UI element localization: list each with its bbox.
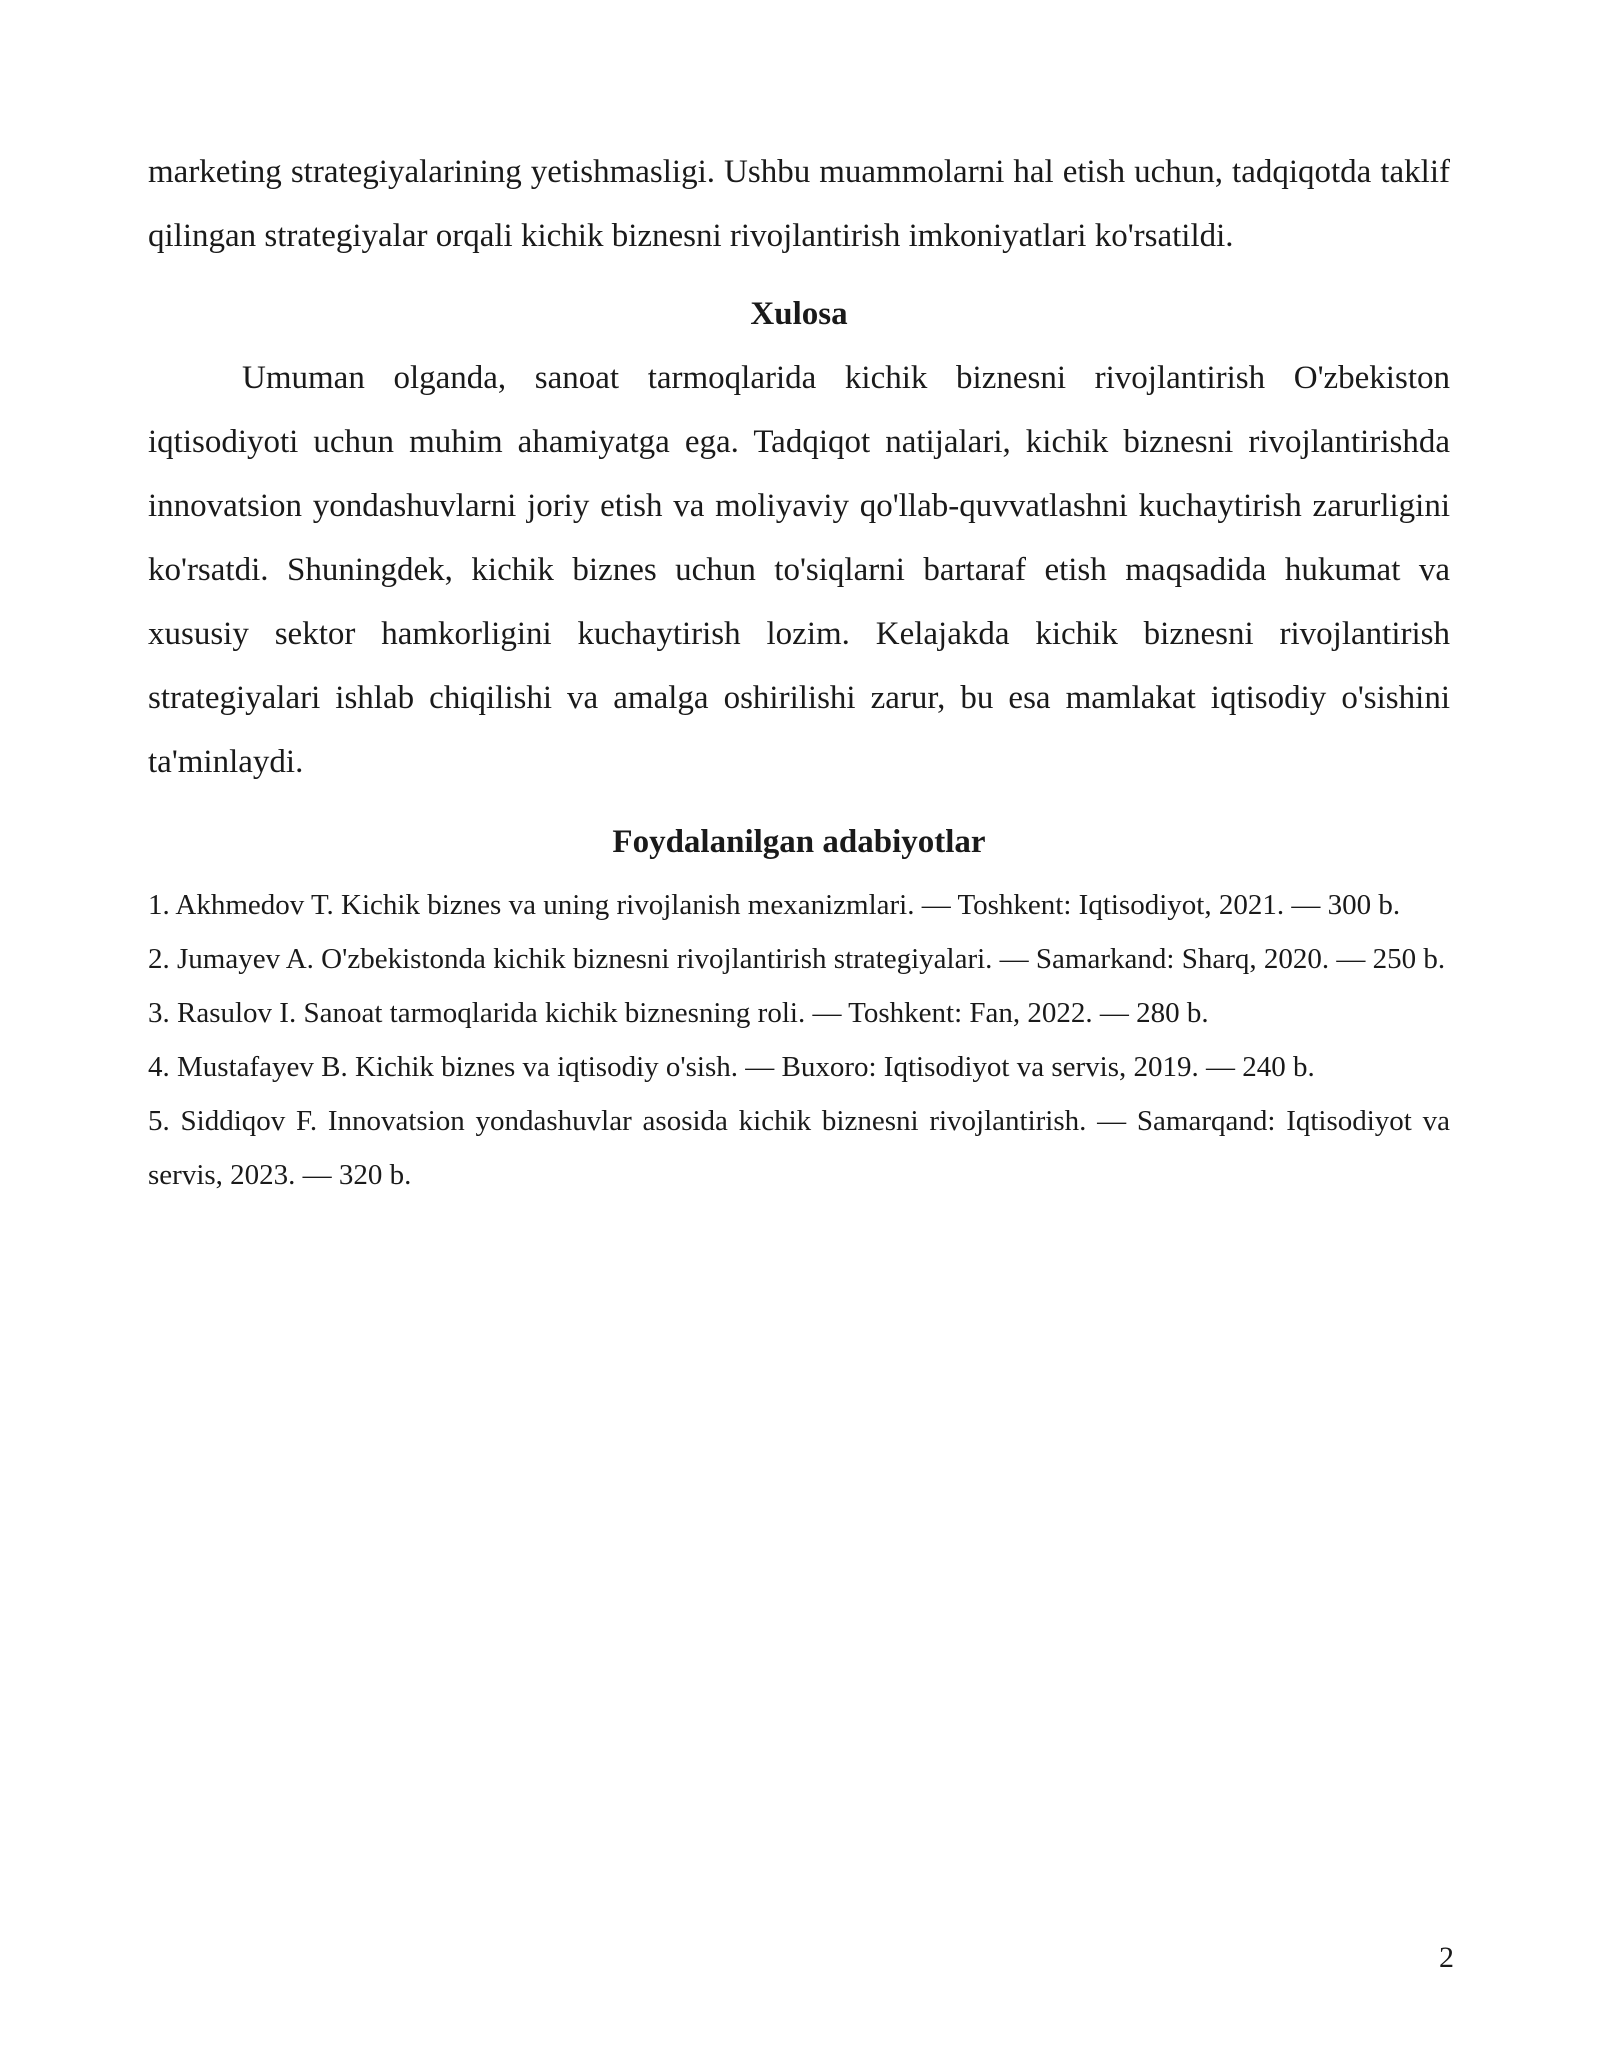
conclusion-paragraph: Umuman olganda, sanoat tarmoqlarida kichik biznesni rivojlantirish O'zbekiston iqtisodiyoti uchun muhim ahamiyatga ega. Tadqiqot natijalari, kichik biznesni rivojlantirishda innovatsion yondashuvlarni joriy etish va moliyaviy qo'llab-quvvatlashni kuchaytirish zarurligini ko'rsatdi. Shuningdek, kichik biznes uchun to'siqlarni bartaraf etish maqsadida hukumat va xususiy sektor hamkorligini kuchaytirish lozim. Kelajakda kichik biznesni rivojlantirish strategiyalari ishlab chiqilishi va amalga oshirilishi zarur, bu esa mamlakat iqtisodiy o'sishini ta'minlaydi. [148, 360, 1450, 780]
reference-item: 2. Jumayev A. O'zbekistonda kichik biznesni rivojlantirish strategiyalari. — Samarkand: Sharq, 2020. — 250 b. [148, 943, 1446, 975]
conclusion-heading: Xulosa [750, 296, 848, 332]
references-list [148, 878, 1450, 1202]
references-heading: Foydalanilgan adabiyotlar [612, 824, 986, 860]
document-page [148, 140, 1450, 1202]
page-number: 2 [1439, 1941, 1454, 1974]
reference-item: 3. Rasulov I. Sanoat tarmoqlarida kichik biznesning roli. — Toshkent: Fan, 2022. — 280 b. [148, 997, 1209, 1029]
reference-item: 1. Akhmedov T. Kichik biznes va uning rivojlanish mexanizmlari. — Toshkent: Iqtisodiyot, 2021. — 300 b. [148, 889, 1401, 921]
reference-item: 4. Mustafayev B. Kichik biznes va iqtisodiy o'sish. — Buxoro: Iqtisodiyot va servis, 2019. — 240 b. [148, 1051, 1315, 1083]
intro-paragraph: marketing strategiyalarining yetishmasligi. Ushbu muammolarni hal etish uchun, tadqiqotda taklif qilingan strategiyalar orqali kichik biznesni rivojlantirish imkoniyatlari ko'rsatildi. [148, 154, 1450, 254]
reference-item: 5. Siddiqov F. Innovatsion yondashuvlar asosida kichik biznesni rivojlantirish. — Samarqand: Iqtisodiyot va servis, 2023. — 320 b. [148, 1105, 1450, 1191]
